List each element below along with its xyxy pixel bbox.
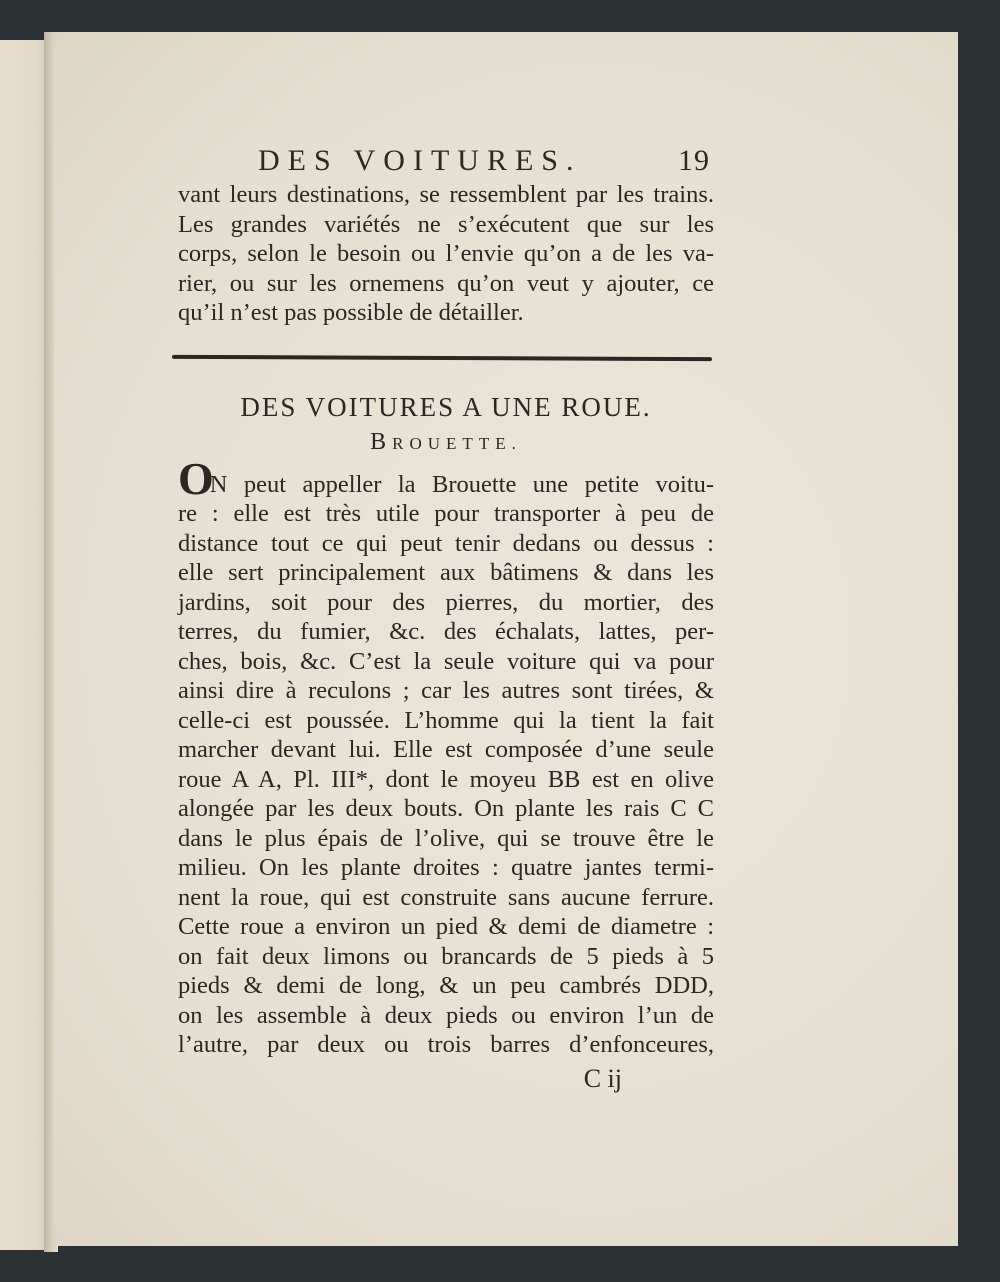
text-line: terres, du fumier, &c. des échalats, lattes, per- xyxy=(178,618,714,645)
text-line: dans le plus épais de l’olive, qui se trouve être le xyxy=(178,824,714,852)
running-head-title: DES VOITURES. xyxy=(258,144,582,177)
text-line-first xyxy=(178,452,714,504)
text-line: marcher devant lui. Elle est composée d’une seule xyxy=(178,736,714,763)
first-line-text: N peut appeller la Brouette une petite voitu- xyxy=(209,470,714,498)
text-line: roue A A, Pl. III*, dont le moyeu BB est en olive xyxy=(178,765,714,793)
text-line: alongée par les deux bouts. On plante les rais C C xyxy=(178,795,714,822)
text-line: jardins, soit pour des pierres, du mortier, des xyxy=(178,588,714,616)
signature-mark: C ij xyxy=(583,1063,622,1093)
text-line: pieds & demi de long, & un peu cambrés DDD, xyxy=(178,972,714,999)
subtitle-rest: ROUETTE. xyxy=(392,433,522,453)
text-line: l’autre, par deux ou trois barres d’enfonceures, xyxy=(178,1031,714,1058)
text-line: milieu. On les plante droites : quatre jantes termi- xyxy=(178,854,714,881)
section-subtitle xyxy=(178,429,714,456)
text-line: on les assemble à deux pieds ou environ l’un de xyxy=(178,1001,714,1029)
text-line: on fait deux limons ou brancards de 5 pieds à 5 xyxy=(178,942,714,970)
running-head xyxy=(178,140,714,180)
body-lines xyxy=(178,499,714,1060)
text-line: rier, ou sur les ornemens qu’on veut y ajouter, ce xyxy=(178,269,714,297)
text-line: re : elle est très utile pour transporter à peu de xyxy=(178,500,714,527)
text-line: nent la roue, qui est construite sans aucune ferrure. xyxy=(178,883,714,911)
body-paragraph xyxy=(178,452,714,1060)
subtitle-initial: B xyxy=(370,428,393,455)
section-divider-rule xyxy=(172,354,712,360)
text-line: Les grandes variétés ne s’exécutent que sur les xyxy=(178,210,714,238)
text-line: vant leurs destinations, se ressemblent par les trains. xyxy=(178,181,714,208)
page-number: 19 xyxy=(678,144,710,177)
text-line: elle sert principalement aux bâtimens & dans les xyxy=(178,559,714,586)
section-title: DES VOITURES A UNE ROUE. xyxy=(240,391,652,422)
text-line: distance tout ce qui peut tenir dedans ou dessus : xyxy=(178,529,714,557)
text-line: celle-ci est poussée. L’homme qui la tient la fait xyxy=(178,706,714,734)
text-line: corps, selon le besoin ou l’envie qu’on a de les va- xyxy=(178,240,714,267)
text-line: ainsi dire à reculons ; car les autres sont tirées, & xyxy=(178,677,714,704)
text-line: qu’il n’est pas possible de détailler. xyxy=(178,299,524,326)
text-line: Cette roue a environ un pied & demi de diametre : xyxy=(178,913,714,940)
text-line: ches, bois, &c. C’est la seule voiture qui va pour xyxy=(178,647,714,675)
intro-paragraph xyxy=(178,180,714,328)
drop-cap: O xyxy=(178,452,214,504)
page-content xyxy=(178,140,714,1094)
